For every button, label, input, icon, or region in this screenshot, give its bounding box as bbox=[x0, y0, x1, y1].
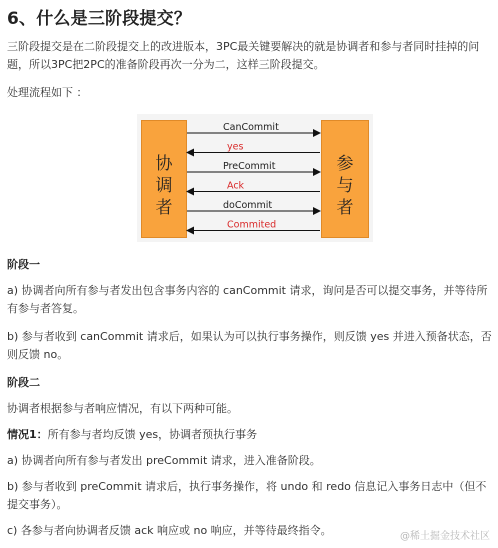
arrow-label-yes: yes bbox=[227, 141, 244, 153]
arrow-label-commited: Commited bbox=[227, 219, 277, 231]
participant-char-3: 者 bbox=[336, 198, 354, 218]
coordinator-char-1: 协 bbox=[155, 154, 173, 174]
phase1-a-line-1: a) 协调者向所有参与者发出包含事务内容的 canCommit 请求，询问是否可以提交事务，并等待所 bbox=[7, 284, 488, 297]
arrows-layer bbox=[137, 114, 373, 242]
phase1-a-line-2: 有参与者答复。 bbox=[7, 302, 84, 315]
case1-label: 情况1： bbox=[7, 428, 48, 441]
phase2-c-line: c) 各参与者向协调者反馈 ack 响应或 no 响应，并等待最终指令。 bbox=[7, 524, 332, 537]
phase2-desc: 协调者根据参与者响应情况，有以下两种可能。 bbox=[7, 402, 238, 415]
phase2-a-line: a) 协调者向所有参与者发出 preCommit 请求，进入准备阶段。 bbox=[7, 454, 321, 467]
participant-char-1: 参 bbox=[336, 154, 354, 174]
intro-line-2: 题，所以3PC把2PC的准备阶段再次一分为二，这样三阶段提交。 bbox=[7, 58, 325, 71]
watermark: @稀土掘金技术社区 bbox=[400, 531, 490, 542]
phase2-title: 阶段二 bbox=[7, 376, 40, 389]
phase1-b-line-1: b) 参与者收到 canCommit 请求后，如果认为可以执行事务操作，则反馈 yes 并进入预备状态，否 bbox=[7, 330, 492, 343]
phase2-b-line-1: b) 参与者收到 preCommit 请求后，执行事务操作，将 undo 和 redo 信息记入事务日志中（但不 bbox=[7, 480, 487, 493]
coordinator-char-3: 者 bbox=[155, 198, 173, 218]
coordinator-char-2: 调 bbox=[155, 176, 173, 196]
3pc-flow-diagram bbox=[137, 114, 373, 242]
participant-char-2: 与 bbox=[336, 176, 354, 196]
arrow-label-cancommit: CanCommit bbox=[223, 122, 279, 133]
arrow-label-docommit: doCommit bbox=[223, 200, 273, 211]
phase2-b-line-2: 提交事务）。 bbox=[7, 498, 68, 511]
phase2-case1 bbox=[7, 426, 493, 444]
section-heading: 6、什么是三阶段提交？ bbox=[7, 9, 192, 29]
arrow-label-precommit: PreCommit bbox=[223, 161, 276, 172]
phase1-title: 阶段一 bbox=[7, 258, 40, 271]
phase1-b-line-2: 则反馈 no。 bbox=[7, 348, 69, 361]
intro-line-1: 三阶段提交是在二阶段提交上的改进版本，3PC最关键要解决的就是协调者和参与者同时挂掉的问 bbox=[7, 40, 480, 53]
case1-text: 所有参与者均反馈 yes，协调者预执行事务 bbox=[47, 428, 258, 441]
arrow-label-ack: Ack bbox=[227, 180, 245, 192]
flow-label: 处理流程如下 ： bbox=[7, 86, 88, 99]
